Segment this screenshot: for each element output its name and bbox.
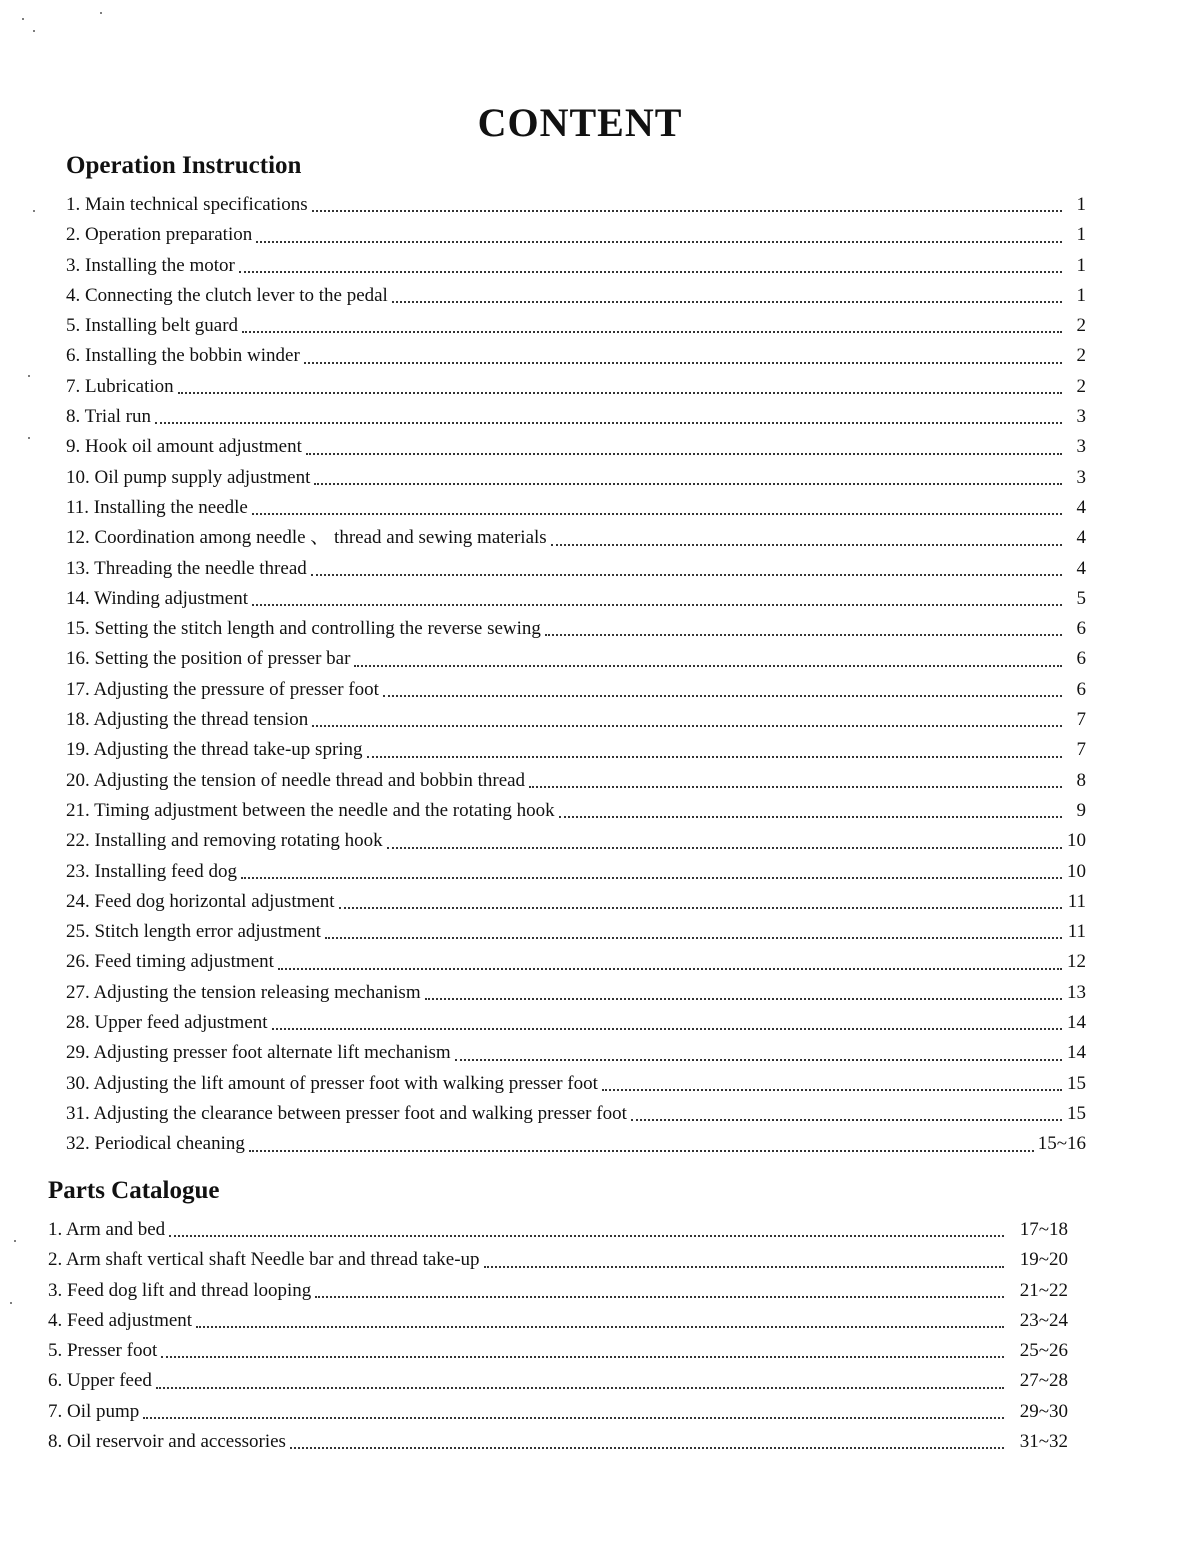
- toc-entry-label: 2. Operation preparation: [66, 224, 253, 246]
- toc-entry-label: 8. Oil reservoir and accessories: [48, 1431, 286, 1453]
- page-title: CONTENT: [477, 99, 683, 145]
- dot-leader: [383, 695, 1062, 697]
- toc-entry-page: 27~28: [1019, 1370, 1068, 1392]
- toc-entry-page: 6: [1076, 618, 1086, 640]
- dot-leader: [312, 725, 1062, 727]
- scan-speck: [33, 210, 35, 212]
- toc-entry-label: 18. Adjusting the thread tension: [66, 709, 309, 731]
- toc-entry-label: 10. Oil pump supply adjustment: [66, 466, 311, 488]
- toc-entry: [48, 1276, 1068, 1306]
- toc-entry-page: 14: [1067, 1012, 1086, 1034]
- dot-leader: [455, 1059, 1062, 1061]
- operation-instruction-list: [66, 190, 1086, 1160]
- toc-entry-page: 3: [1076, 436, 1086, 458]
- toc-entry-label: 3. Feed dog lift and thread looping: [48, 1279, 312, 1301]
- dot-leader: [367, 756, 1062, 758]
- dot-leader: [304, 362, 1062, 364]
- dot-leader: [278, 968, 1062, 970]
- toc-entry: [66, 766, 1086, 796]
- dot-leader: [242, 331, 1062, 333]
- toc-entry-page: 19~20: [1019, 1249, 1068, 1271]
- toc-entry-page: 29~30: [1019, 1400, 1068, 1422]
- dot-leader: [545, 634, 1062, 636]
- toc-entry: [66, 1069, 1086, 1099]
- dot-leader: [387, 847, 1062, 849]
- toc-entry-label: 23. Installing feed dog: [66, 860, 237, 882]
- dot-leader: [252, 604, 1062, 606]
- dot-leader: [529, 786, 1062, 788]
- dot-leader: [161, 1356, 1004, 1358]
- toc-entry: [66, 220, 1086, 250]
- dot-leader: [239, 271, 1062, 273]
- toc-entry-page: 1: [1076, 284, 1086, 306]
- dot-leader: [602, 1089, 1062, 1091]
- dot-leader: [178, 392, 1062, 394]
- toc-entry-label: 21. Timing adjustment between the needle and the rotating hook: [66, 799, 555, 821]
- operation-instruction-heading: Operation Instruction: [66, 152, 302, 179]
- parts-catalogue-section: [48, 1175, 1068, 1457]
- dot-leader: [631, 1119, 1062, 1121]
- dot-leader: [315, 1296, 1004, 1298]
- dot-leader: [392, 301, 1062, 303]
- dot-leader: [311, 574, 1062, 576]
- toc-entry-page: 25~26: [1019, 1340, 1068, 1362]
- toc-entry-label: 25. Stitch length error adjustment: [66, 921, 321, 943]
- scan-speck: [100, 12, 102, 14]
- toc-entry-label: 30. Adjusting the lift amount of presser foot with walking presser foot: [66, 1072, 598, 1094]
- toc-entry-page: 1: [1076, 194, 1086, 215]
- toc-entry-label: 32. Periodical cheaning: [66, 1133, 245, 1155]
- scan-speck: [10, 1302, 12, 1304]
- toc-entry-label: 8. Trial run: [66, 406, 151, 428]
- toc-entry-page: 17~18: [1019, 1219, 1068, 1240]
- toc-entry-page: 15: [1067, 1102, 1086, 1124]
- toc-entry: [66, 705, 1086, 735]
- toc-entry: [48, 1336, 1068, 1366]
- toc-entry-page: 5: [1076, 587, 1086, 609]
- toc-entry-page: 4: [1076, 557, 1086, 579]
- dot-leader: [169, 1235, 1004, 1237]
- toc-entry-label: 7. Lubrication: [66, 375, 174, 397]
- toc-entry: [66, 857, 1086, 887]
- toc-entry: [66, 493, 1086, 523]
- toc-entry: [66, 463, 1086, 493]
- toc-entry: [66, 402, 1086, 432]
- toc-entry: [48, 1366, 1068, 1396]
- toc-entry-label: 19. Adjusting the thread take-up spring: [66, 739, 363, 761]
- scan-speck: [22, 18, 24, 20]
- toc-entry-page: 3: [1076, 466, 1086, 488]
- toc-entry: [66, 311, 1086, 341]
- toc-entry-page: 7: [1076, 709, 1086, 731]
- toc-entry-label: 5. Installing belt guard: [66, 315, 239, 337]
- dot-leader: [325, 937, 1062, 939]
- toc-entry-label: 1. Main technical specifications: [66, 194, 308, 215]
- dot-leader: [339, 907, 1062, 909]
- toc-entry-label: 1. Arm and bed: [48, 1219, 166, 1240]
- toc-entry-label: 5. Presser foot: [48, 1340, 158, 1362]
- toc-entry-page: 11: [1067, 890, 1086, 912]
- operation-instruction-section: [66, 150, 1086, 1160]
- toc-entry-label: 29. Adjusting presser foot alternate lift mechanism: [66, 1042, 451, 1064]
- toc-entry: [66, 251, 1086, 281]
- dot-leader: [314, 483, 1062, 485]
- toc-entry-label: 16. Setting the position of presser bar: [66, 648, 351, 670]
- dot-leader: [354, 665, 1062, 667]
- toc-entry: [66, 281, 1086, 311]
- toc-entry-label: 6. Installing the bobbin winder: [66, 345, 300, 367]
- toc-entry: [66, 735, 1086, 765]
- toc-entry-page: 10: [1067, 860, 1086, 882]
- parts-catalogue-heading: Parts Catalogue: [48, 1177, 220, 1204]
- toc-entry: [48, 1427, 1068, 1457]
- toc-entry-page: 8: [1076, 769, 1086, 791]
- toc-entry-page: 7: [1076, 739, 1086, 761]
- toc-entry: [66, 523, 1086, 553]
- toc-entry: [66, 614, 1086, 644]
- scan-speck: [14, 1240, 16, 1242]
- toc-entry-label: 24. Feed dog horizontal adjustment: [66, 890, 335, 912]
- scan-speck: [28, 375, 30, 377]
- toc-entry-page: 31~32: [1019, 1431, 1068, 1453]
- toc-entry-page: 15: [1067, 1072, 1086, 1094]
- toc-entry-label: 14. Winding adjustment: [66, 587, 249, 609]
- toc-entry-label: 17. Adjusting the pressure of presser foot: [66, 678, 379, 700]
- toc-entry-label: 7. Oil pump: [48, 1400, 140, 1422]
- dot-leader: [156, 1387, 1004, 1389]
- toc-entry-label: 15. Setting the stitch length and controlling the reverse sewing: [66, 618, 541, 640]
- toc-entry-page: 4: [1076, 527, 1086, 549]
- toc-entry: [66, 1129, 1086, 1159]
- toc-entry: [66, 190, 1086, 220]
- toc-entry: [66, 432, 1086, 462]
- toc-entry-label: 6. Upper feed: [48, 1370, 152, 1392]
- toc-entry: [66, 675, 1086, 705]
- dot-leader: [312, 210, 1062, 212]
- dot-leader: [155, 422, 1062, 424]
- toc-entry-label: 31. Adjusting the clearance between presser foot and walking presser foot: [66, 1102, 627, 1124]
- toc-entry: [66, 826, 1086, 856]
- dot-leader: [196, 1326, 1004, 1328]
- toc-entry-label: 4. Connecting the clutch lever to the pedal: [66, 284, 388, 306]
- dot-leader: [249, 1150, 1034, 1152]
- toc-entry-label: 22. Installing and removing rotating hook: [66, 830, 383, 852]
- toc-entry: [66, 796, 1086, 826]
- toc-entry-page: 14: [1067, 1042, 1086, 1064]
- toc-entry: [66, 1099, 1086, 1129]
- toc-entry-label: 20. Adjusting the tension of needle thread and bobbin thread: [66, 769, 526, 791]
- toc-entry-page: 2: [1076, 315, 1086, 337]
- toc-entry-page: 6: [1076, 648, 1086, 670]
- dot-leader: [425, 998, 1062, 1000]
- toc-entry-page: 23~24: [1019, 1309, 1068, 1331]
- toc-entry: [48, 1215, 1068, 1245]
- toc-entry-page: 1: [1076, 224, 1086, 246]
- toc-entry-page: 3: [1076, 406, 1086, 428]
- dot-leader: [559, 816, 1062, 818]
- dot-leader: [290, 1447, 1004, 1449]
- toc-entry-page: 21~22: [1019, 1279, 1068, 1301]
- toc-entry-page: 15~16: [1037, 1133, 1086, 1155]
- toc-entry: [66, 341, 1086, 371]
- toc-entry-label: 9. Hook oil amount adjustment: [66, 436, 302, 458]
- toc-entry-label: 11. Installing the needle: [66, 496, 248, 518]
- toc-entry-page: 2: [1076, 345, 1086, 367]
- toc-entry-page: 13: [1067, 981, 1086, 1003]
- dot-leader: [241, 877, 1062, 879]
- scan-speck: [28, 437, 30, 439]
- dot-leader: [143, 1417, 1004, 1419]
- dot-leader: [484, 1266, 1004, 1268]
- toc-entry-label: 12. Coordination among needle 、 thread and sewing materials: [66, 527, 547, 549]
- toc-entry-label: 4. Feed adjustment: [48, 1309, 193, 1331]
- toc-entry-label: 26. Feed timing adjustment: [66, 951, 274, 973]
- toc-entry: [66, 584, 1086, 614]
- toc-entry: [48, 1306, 1068, 1336]
- dot-leader: [256, 241, 1062, 243]
- toc-entry: [66, 917, 1086, 947]
- toc-entry-label: 2. Arm shaft vertical shaft Needle bar and thread take-up: [48, 1249, 480, 1271]
- toc-entry-page: 9: [1076, 799, 1086, 821]
- toc-entry: [66, 947, 1086, 977]
- toc-entry: [66, 644, 1086, 674]
- toc-entry: [66, 372, 1086, 402]
- toc-entry-page: 10: [1067, 830, 1086, 852]
- dot-leader: [306, 453, 1062, 455]
- dot-leader: [272, 1028, 1062, 1030]
- parts-catalogue-list: [48, 1215, 1068, 1457]
- toc-entry-page: 1: [1076, 254, 1086, 276]
- scan-speck: [33, 30, 35, 32]
- toc-entry: [48, 1397, 1068, 1427]
- toc-entry-page: 6: [1076, 678, 1086, 700]
- dot-leader: [551, 544, 1062, 546]
- toc-entry: [66, 1008, 1086, 1038]
- dot-leader: [252, 513, 1062, 515]
- toc-entry-label: 28. Upper feed adjustment: [66, 1012, 268, 1034]
- toc-entry-page: 12: [1067, 951, 1086, 973]
- toc-entry-page: 11: [1067, 921, 1086, 943]
- toc-entry: [66, 978, 1086, 1008]
- toc-entry: [66, 554, 1086, 584]
- toc-entry: [66, 887, 1086, 917]
- toc-entry-label: 27. Adjusting the tension releasing mechanism: [66, 981, 421, 1003]
- toc-entry: [66, 1038, 1086, 1068]
- toc-entry-label: 3. Installing the motor: [66, 254, 235, 276]
- toc-entry: [48, 1245, 1068, 1275]
- toc-entry-page: 4: [1076, 496, 1086, 518]
- toc-entry-label: 13. Threading the needle thread: [66, 557, 307, 579]
- toc-entry-page: 2: [1076, 375, 1086, 397]
